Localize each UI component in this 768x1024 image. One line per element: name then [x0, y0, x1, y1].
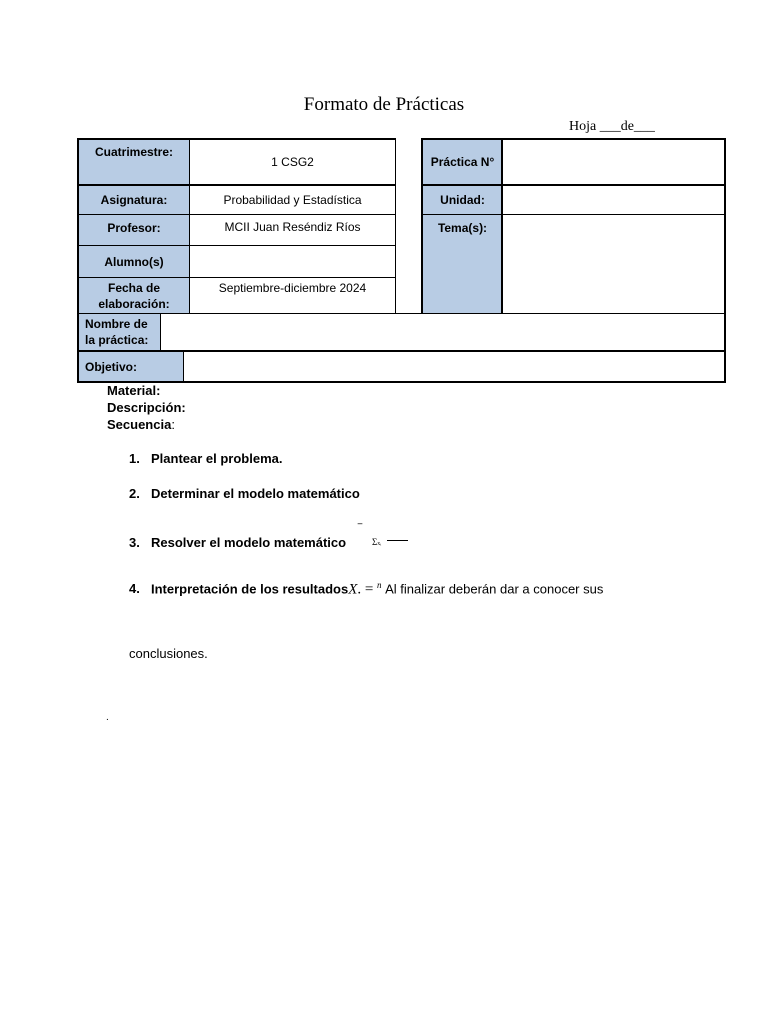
asignatura-value: Probabilidad y Estadística [189, 184, 396, 215]
fecha-label: Fecha de elaboración: [77, 277, 190, 314]
formula-x: X [348, 581, 358, 598]
step-text: Plantear el problema. [151, 451, 283, 466]
conclusion-text: conclusiones. [129, 646, 208, 661]
step-text: Interpretación de los resultados [151, 581, 349, 597]
sheet-number: Hoja ___de___ [569, 119, 655, 134]
step-3 [129, 535, 346, 550]
fraction-line [387, 540, 408, 541]
nombre-value [160, 313, 726, 351]
unidad-value [501, 184, 726, 215]
step-4-continuation: Al finalizar deberán dar a conocer sus [385, 581, 604, 597]
step-4 [129, 580, 603, 598]
unidad-label: Unidad: [421, 184, 503, 215]
alumnos-label: Alumno(s) [77, 245, 190, 278]
alumnos-value [189, 245, 396, 278]
formula-n: n [376, 580, 382, 590]
descripcion-label: Descripción: [107, 400, 186, 415]
step-number: 4. [129, 581, 140, 597]
cuatrimestre-value: 1 CSG2 [189, 138, 396, 185]
practica-label: Práctica N° [421, 138, 503, 185]
step-text: Determinar el modelo matemático [151, 486, 360, 501]
formula-summation [372, 532, 381, 550]
step-2 [129, 486, 360, 501]
formula-bar: ‾ [358, 522, 362, 536]
sum-subscript: xᵢ [377, 541, 382, 547]
page-title: Formato de Prácticas [303, 94, 465, 115]
profesor-label: Profesor: [77, 214, 190, 246]
fecha-value: Septiembre-diciembre 2024 [189, 277, 396, 314]
profesor-value: MCII Juan Reséndiz Ríos [189, 214, 396, 246]
objetivo-label: Objetivo: [77, 350, 184, 383]
formula-equals: . = [357, 581, 374, 598]
tema-value [501, 214, 726, 314]
tema-label: Tema(s): [421, 214, 503, 314]
asignatura-label: Asignatura: [77, 184, 190, 215]
step-number: 3. [129, 535, 140, 550]
objetivo-value [183, 350, 726, 383]
sum-symbol: Σ [372, 537, 378, 547]
practica-value [501, 138, 726, 185]
step-number: 1. [129, 451, 140, 466]
stray-dot: . [106, 712, 109, 723]
step-text: Resolver el modelo matemático [151, 535, 347, 550]
cuatrimestre-label: Cuatrimestre: [77, 138, 190, 185]
secuencia-colon: : [171, 417, 175, 432]
step-number: 2. [129, 486, 140, 501]
secuencia-label [107, 416, 175, 433]
material-label: Material: [107, 383, 161, 398]
secuencia-text: Secuencia [107, 417, 172, 432]
nombre-label: Nombre de la práctica: [77, 313, 161, 351]
step-1 [129, 451, 283, 466]
